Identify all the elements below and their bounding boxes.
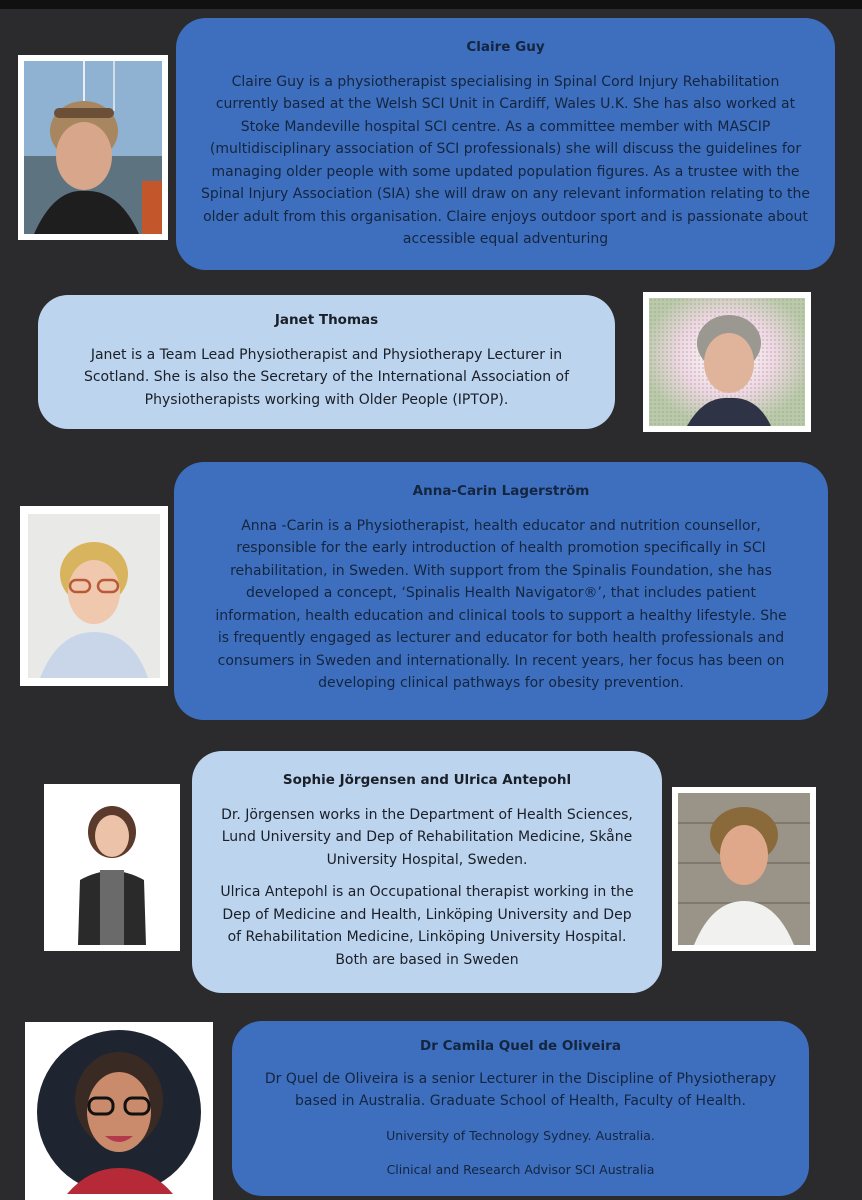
- claire-guy-photo: [18, 55, 168, 240]
- speaker-name: Dr Camila Quel de Oliveira: [420, 1038, 621, 1054]
- speaker-bio: Anna -Carin is a Physiotherapist, health educator and nutrition counsellor, responsible for the early introduction of health promotion specifically in SCI rehabilitation, in Sweden. With support from the Spinalis Foundation, she has developed a concept, ‘Spinalis Health Navigator®’, that includes patient information, health education and clinical tools to support a healthy lifestyle. She is frequently engaged as lecturer and educator for both health professionals and consumers in Sweden and internationally. In recent years, her focus has been on developing clinical pathways for obesity prevention.: [215, 517, 787, 691]
- janet-thomas-bio-card: [38, 295, 615, 429]
- portrait-photo-icon: [50, 790, 174, 945]
- claire-guy-bio-card: [176, 18, 835, 270]
- speaker-bio-2: University of Technology Sydney. Australia.: [386, 1127, 655, 1143]
- janet-thomas-photo: [643, 292, 811, 432]
- portrait-photo-icon: [24, 61, 162, 234]
- sophie-jorgensen-photo: [44, 784, 180, 951]
- ulrica-antepohl-photo: [672, 787, 816, 951]
- speaker-bio-1: Dr. Jörgensen works in the Department of Health Sciences, Lund University and Dep of Rehabilitation Medicine, Skåne University Hospital, Sweden.: [221, 806, 633, 868]
- speaker-name: Anna-Carin Lagerström: [412, 483, 590, 499]
- portrait-photo-icon: [28, 514, 160, 678]
- speaker-bio: Claire Guy is a physiotherapist specialising in Spinal Cord Injury Rehabilitation currently based at the Welsh SCI Unit in Cardiff, Wales U.K. She has also worked at Stoke Mandeville hospital SCI centre. As a committee member with MASCIP (multidisciplinary association of SCI professionals) she will discuss the guidelines for managing older people with some updated population figures. As a trustee with the Spinal Injury Association (SIA) she will draw on any relevant information relating to the older adult from this organisation. Claire enjoys outdoor sport and is passionate about accessible equal adventuring: [201, 73, 810, 247]
- top-bar: [0, 0, 862, 9]
- speaker-name: Claire Guy: [466, 39, 545, 55]
- jorgensen-antepohl-bio-card: [192, 751, 662, 993]
- camila-quel-de-oliveira-photo: [25, 1022, 213, 1200]
- speaker-name: Sophie Jörgensen and Ulrica Antepohl: [282, 772, 572, 788]
- speaker-bio-3: Clinical and Research Advisor SCI Australia: [386, 1162, 655, 1177]
- portrait-photo-icon: [678, 793, 810, 945]
- speaker-name: Janet Thomas: [274, 312, 379, 328]
- speaker-bio-1: Dr Quel de Oliveira is a senior Lecturer in the Discipline of Physiotherapy based in Australia. Graduate School of Health, Faculty of Health.: [264, 1070, 777, 1109]
- anna-carin-lagerstrom-bio-card: [174, 462, 828, 720]
- camila-quel-de-oliveira-bio-card: [232, 1021, 809, 1196]
- portrait-photo-icon: [33, 1028, 205, 1194]
- anna-carin-lagerstrom-photo: [20, 506, 168, 686]
- speaker-bio-2: Ulrica Antepohl is an Occupational therapist working in the Dep of Medicine and Health, Linköping University and Dep of Rehabilitation Medicine, Linköping University Hospital. Both are based in Sweden: [220, 884, 634, 968]
- portrait-photo-icon: [649, 298, 805, 426]
- speaker-bio: Janet is a Team Lead Physiotherapist and Physiotherapy Lecturer in Scotland. She is also the Secretary of the International Association of Physiotherapists working with Older People (IPTOP).: [83, 346, 570, 408]
